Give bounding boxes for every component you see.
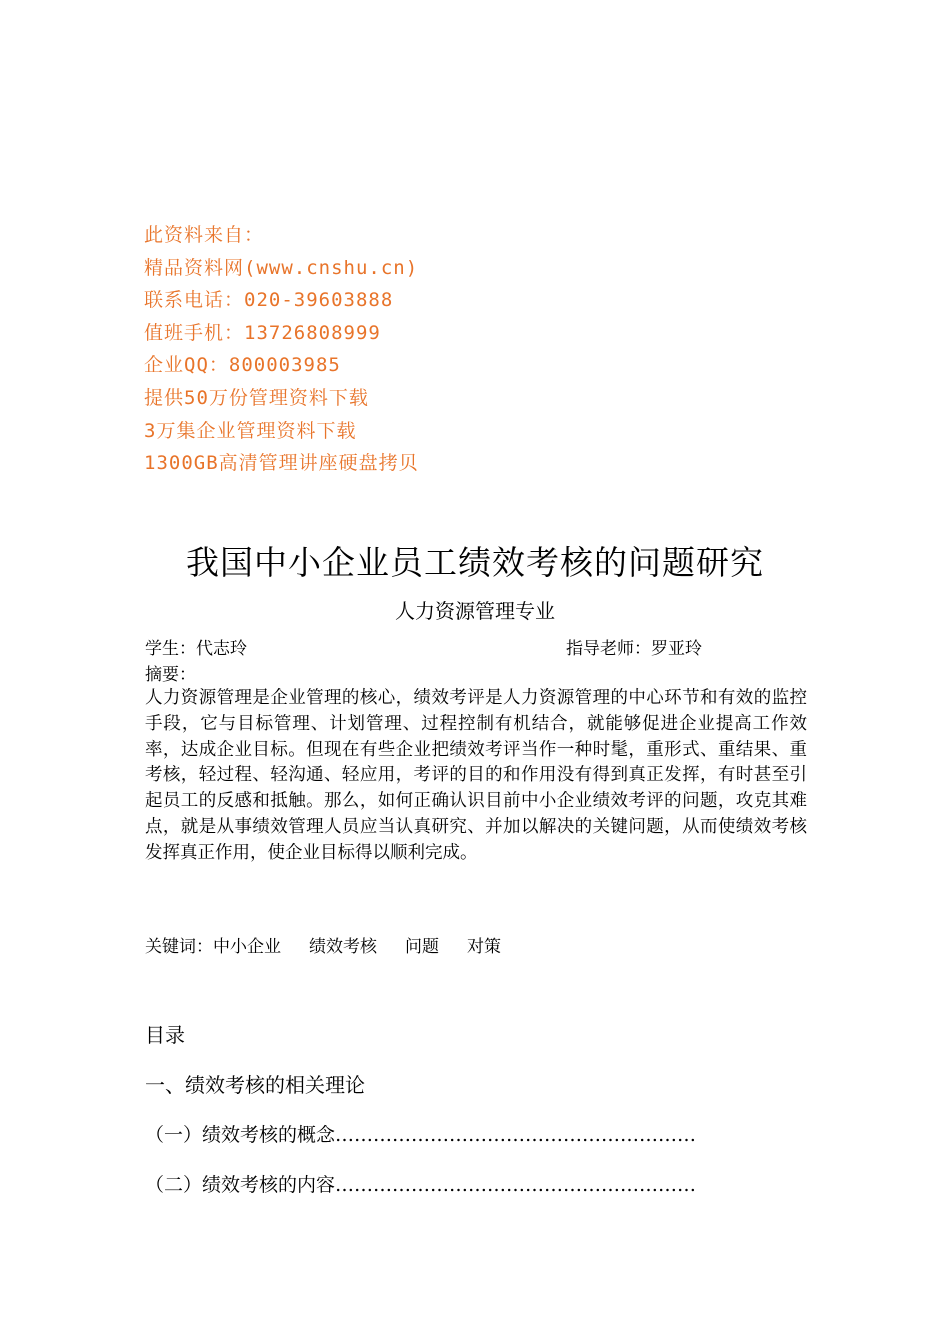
toc-item-content[interactable]: （二）绩效考核的内容…………………………………………………: [145, 1174, 697, 1196]
paper-title: 我国中小企业员工绩效考核的问题研究: [186, 543, 764, 582]
ad-line-qq: 企业QQ：800003985: [144, 354, 341, 377]
ad-line-mobile: 值班手机：13726808999: [144, 321, 381, 344]
ad-line-phone: 联系电话：020-39603888: [144, 289, 394, 312]
source-ad-block: [144, 219, 419, 480]
student-name: 学生：代志玲: [145, 639, 247, 659]
keyword-item: 中小企业: [213, 937, 281, 957]
ad-line-website: 精品资料网(www.cnshu.cn): [144, 256, 419, 279]
toc-item-concept[interactable]: （一）绩效考核的概念…………………………………………………: [145, 1124, 697, 1146]
ad-line-offer-1: 提供50万份管理资料下载: [144, 386, 369, 409]
keyword-item: 绩效考核: [309, 937, 377, 957]
advisor-name: 指导老师：罗亚玲: [566, 639, 702, 659]
keyword-item: 问题: [405, 937, 439, 957]
paper-major: 人力资源管理专业: [395, 599, 555, 623]
keywords-row: [145, 934, 501, 960]
toc-title: 目录: [145, 1023, 185, 1047]
ad-line-source: 此资料来自：: [144, 224, 265, 246]
abstract-label: 摘要：: [145, 665, 196, 685]
ad-line-offer-2: 3万集企业管理资料下载: [144, 419, 357, 442]
keyword-item: 对策: [467, 937, 501, 957]
toc-section-1[interactable]: 一、绩效考核的相关理论: [145, 1073, 365, 1097]
abstract-text: 人力资源管理是企业管理的核心，绩效考评是人力资源管理的中心环节和有效的监控手段，它与目标管理、计划管理、过程控制有机结合，就能够促进企业提高工作效率，达成企业目标。但现在有些企业把绩效考评当作一种时髦，重形式、重结果、重考核，轻过程、轻沟通、轻应用，考评的目的和作用没有得到真正发挥，有时甚至引起员工的反感和抵触。那么，如何正确认识目前中小企业绩效考评的问题，攻克其难点，就是从事绩效管理人员应当认真研究、并加以解决的关键问题，从而使绩效考核发挥真正作用，使企业目标得以顺利完成。: [145, 688, 807, 863]
ad-line-offer-3: 1300GB高清管理讲座硬盘拷贝: [144, 452, 419, 475]
keywords-label: 关键词：: [145, 937, 213, 957]
author-row: [145, 636, 805, 662]
